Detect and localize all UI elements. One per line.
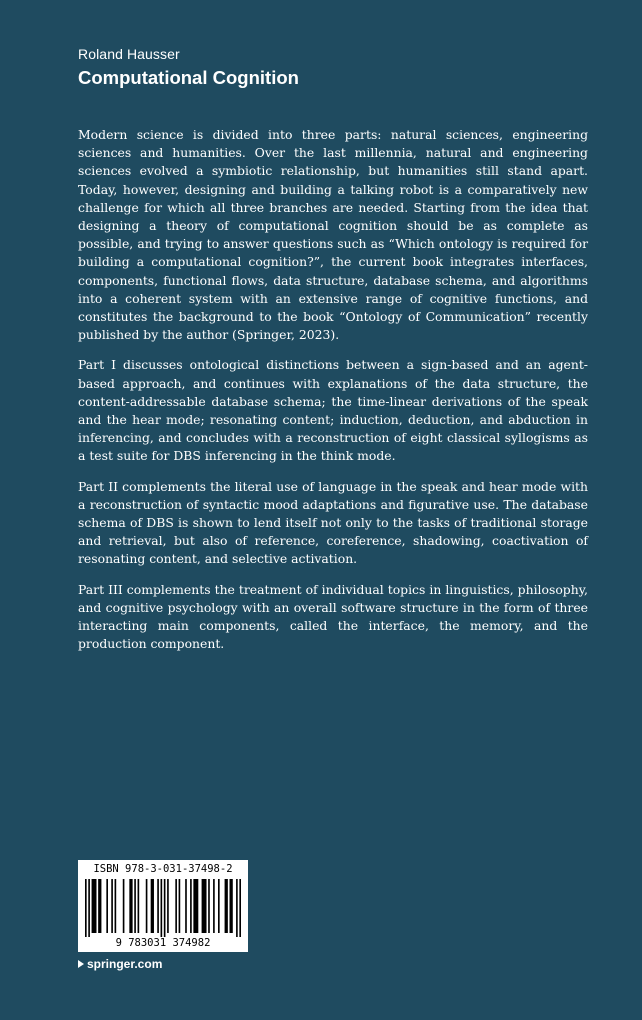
- ean-digits: 9 783031 374982: [115, 937, 211, 949]
- barcode-bar: [88, 879, 90, 937]
- barcode-bar: [208, 879, 210, 933]
- barcode-bar: [239, 879, 241, 937]
- blurb-paragraph-2: Part I discusses ontological distinctions between a sign-based and an agent-based approach, and continues with explanations of the data structure, the content-addressable database schema; the time-linear derivations of the speak and the hear mode; resonating content; induction, deduction, and abduction in inferencing, and concludes with a reconstruction of eight classical syllogisms as a test suite for DBS inferencing in the think mode.: [78, 357, 588, 464]
- barcode-bar: [190, 879, 192, 933]
- blurb: [78, 126, 588, 665]
- barcode-bar: [225, 879, 228, 933]
- barcode-bar: [236, 879, 238, 937]
- barcode-bar: [92, 879, 97, 933]
- publisher-link[interactable]: [78, 957, 162, 971]
- barcode-bar: [175, 879, 177, 933]
- barcode-bar: [134, 879, 136, 933]
- barcode-bar: [213, 879, 215, 933]
- barcode: [85, 879, 241, 937]
- barcode-bar: [164, 879, 166, 937]
- barcode-bar: [98, 879, 101, 933]
- isbn-text: ISBN 978-3-031-37498-2: [93, 863, 233, 875]
- barcode-bar: [157, 879, 159, 933]
- barcode-bar: [129, 879, 132, 933]
- barcode-bar: [179, 879, 181, 933]
- blurb-paragraph-4: Part III complements the treatment of individual topics in linguistics, philosophy, and cognitive psychology with an overall software structure in the form of three interacting main components, called the interface, the memory, and the production component.: [78, 581, 588, 652]
- barcode-bar: [230, 879, 233, 933]
- barcode-bar: [167, 879, 169, 933]
- barcode-bar: [161, 879, 163, 937]
- barcode-bar: [115, 879, 117, 933]
- barcode-bar: [111, 879, 113, 933]
- author-name: Roland Hausser: [78, 46, 180, 62]
- barcode-bar: [151, 879, 154, 933]
- blurb-paragraph-1: Modern science is divided into three parts: natural sciences, engineering sciences and humanities. Over the last millennia, natural and engineering sciences evolved a symbiotic relationship, but humanities still stand apart. Today, however, designing and building a talking robot is a comparatively new challenge for which all three branches are needed. Starting from the idea that designing a theory of computational cognition should be as complete as possible, and trying to answer questions such as “Which ontology is required for building a computational cognition?”, the current book integrates interfaces, components, functional flows, data structure, database schema, and algorithms into a coherent system with an extensive range of cognitive functions, and constitutes the background to the book “Ontology of Communication” recently published by the author (Springer, 2023).: [78, 127, 588, 343]
- blurb-paragraph-3: Part II complements the literal use of language in the speak and hear mode with a reconstruction of syntactic mood adaptations and figurative use. The database schema of DBS is shown to lend itself not only to the tasks of traditional storage and retrieval, but also of reference, coreference, shadowing, coactivation of resonating content, and selective activation.: [78, 478, 588, 567]
- publisher-link-text[interactable]: springer.com: [87, 957, 163, 971]
- book-title: Computational Cognition: [78, 67, 299, 88]
- barcode-box: [78, 860, 248, 952]
- barcode-bar: [138, 879, 140, 933]
- barcode-bar: [185, 879, 187, 933]
- barcode-bar: [123, 879, 125, 933]
- barcode-bar: [146, 879, 148, 933]
- barcode-bar: [193, 879, 198, 933]
- barcode-bar: [85, 879, 87, 937]
- barcode-bar: [106, 879, 108, 933]
- barcode-bar: [218, 879, 220, 933]
- barcode-bar: [202, 879, 207, 933]
- arrow-right-icon: [78, 960, 84, 968]
